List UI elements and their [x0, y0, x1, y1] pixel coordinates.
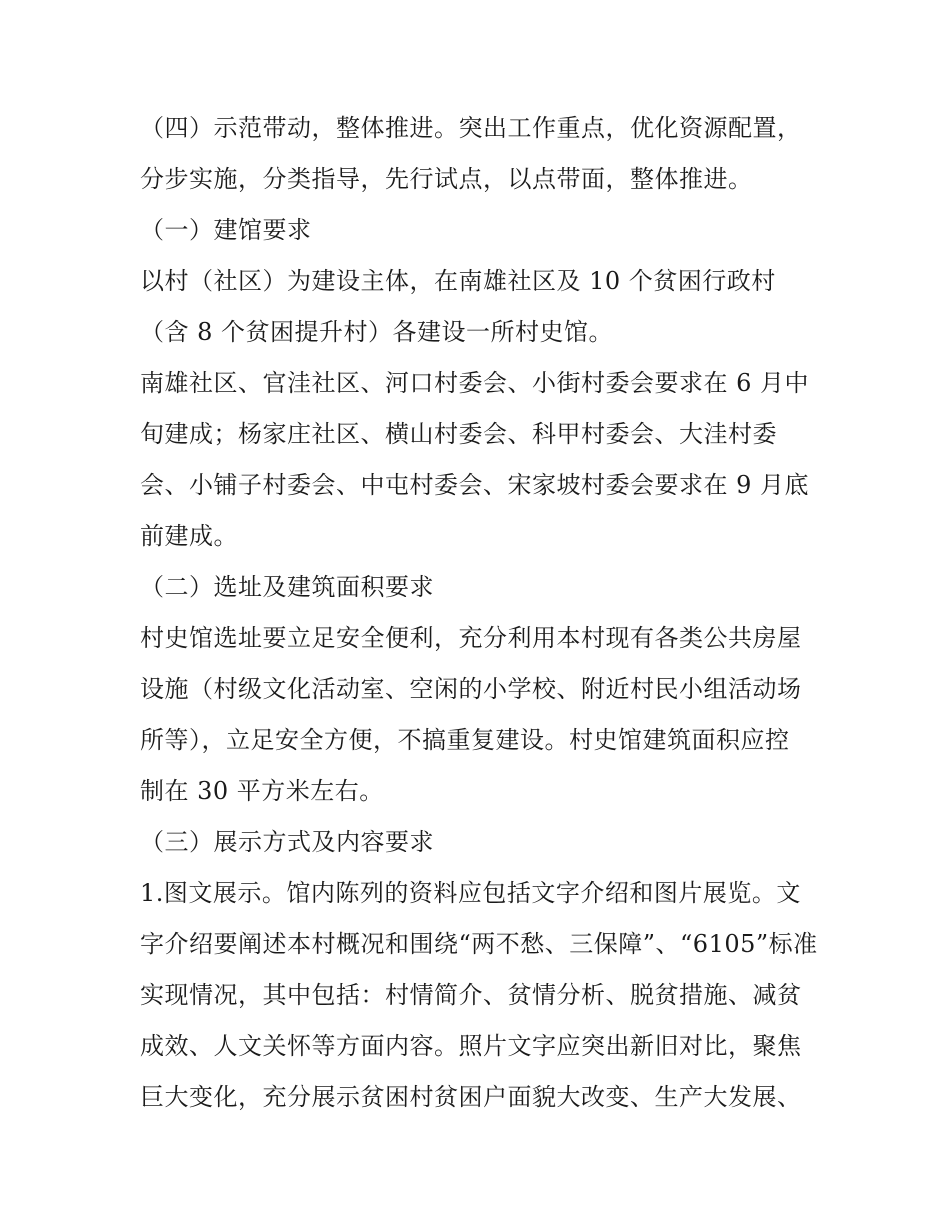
- paragraph-line: 设施（村级文化活动室、空闲的小学校、附近村民小组活动场: [140, 675, 802, 703]
- section-heading: （三）展示方式及内容要求: [140, 828, 434, 856]
- paragraph-line: 旬建成；杨家庄社区、横山村委会、科甲村委会、大洼村委: [140, 420, 777, 448]
- section-heading: （一）建馆要求: [140, 216, 312, 244]
- paragraph-line: 巨大变化，充分展示贫困村贫困户面貌大改变、生产大发展、: [140, 1083, 802, 1111]
- paragraph-line: 1.图文展示。馆内陈列的资料应包括文字介绍和图片展览。文: [140, 879, 801, 907]
- paragraph-line: 制在 30 平方米左右。: [140, 777, 384, 805]
- paragraph-line: 前建成。: [140, 522, 238, 550]
- paragraph-line: 成效、人文关怀等方面内容。照片文字应突出新旧对比，聚焦: [140, 1032, 802, 1060]
- paragraph-line: （含 8 个贫困提升村）各建设一所村史馆。: [140, 318, 614, 346]
- section-heading: （二）选址及建筑面积要求: [140, 573, 434, 601]
- paragraph-line: （四）示范带动，整体推进。突出工作重点，优化资源配置，: [140, 114, 802, 142]
- paragraph-line: 分步实施，分类指导，先行试点，以点带面，整体推进。: [140, 165, 753, 193]
- paragraph-line: 实现情况，其中包括：村情简介、贫情分析、脱贫措施、减贫: [140, 981, 802, 1009]
- paragraph-line: 以村（社区）为建设主体，在南雄社区及 10 个贫困行政村: [140, 267, 776, 295]
- document-page: [140, 103, 820, 1123]
- paragraph-line: 村史馆选址要立足安全便利，充分利用本村现有各类公共房屋: [140, 624, 802, 652]
- paragraph-line: 南雄社区、官洼社区、河口村委会、小街村委会要求在 6 月中: [140, 369, 810, 397]
- paragraph-line: 字介绍要阐述本村概况和围绕“两不愁、三保障”、“6105”标准: [140, 930, 818, 958]
- paragraph-line: 所等），立足安全方便，不搞重复建设。村史馆建筑面积应控: [140, 726, 790, 754]
- paragraph-line: 会、小铺子村委会、中屯村委会、宋家坡村委会要求在 9 月底: [140, 471, 810, 499]
